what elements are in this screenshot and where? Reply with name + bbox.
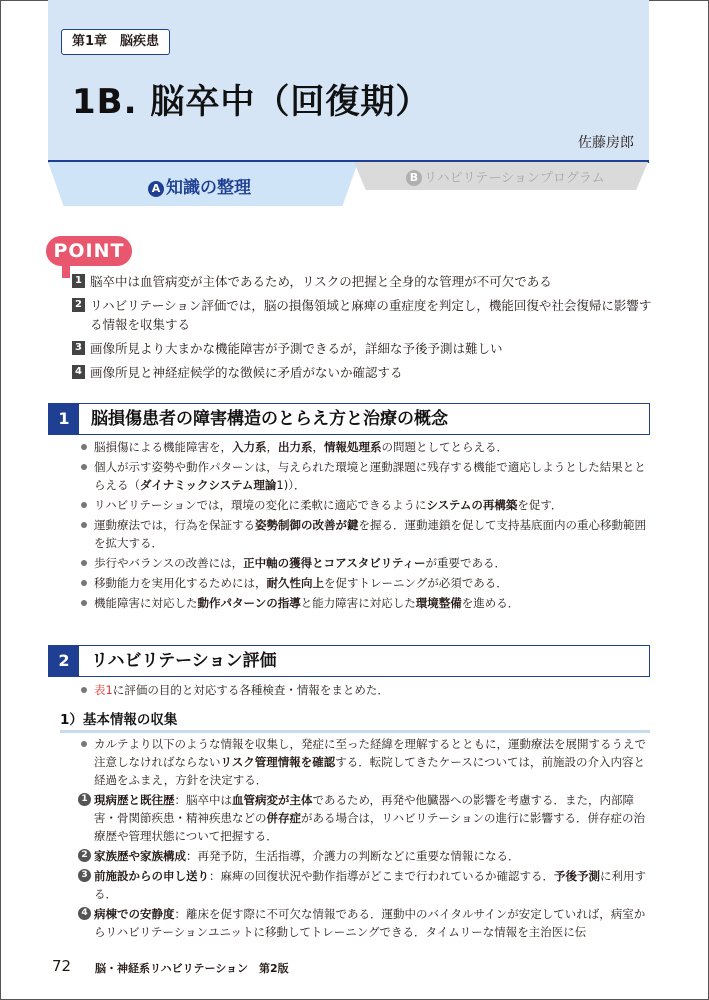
tab-a-marker: A bbox=[148, 181, 164, 197]
section-2-content bbox=[80, 735, 652, 943]
point-list bbox=[72, 272, 652, 387]
subsection-header bbox=[60, 710, 650, 733]
page-number: 72 bbox=[52, 957, 72, 975]
section-2-intro bbox=[80, 681, 652, 701]
list-item: 表1に評価の目的と対応する各種検査・情報をまとめた． bbox=[80, 681, 652, 699]
tab-knowledge-label: A 知識の整理 bbox=[148, 173, 251, 198]
page-title: 1B. 脳卒中（回復期） bbox=[72, 82, 431, 122]
point-badge-stem bbox=[62, 264, 70, 278]
book-title: 脳・神経系リハビリテーション 第2版 bbox=[95, 962, 289, 975]
point-item: 4 画像所見と神経症候学的な徴候に矛盾がないか確認する bbox=[72, 363, 652, 382]
list-item: 移動能力を実用化するためには，耐久性向上を促すトレーニングが必須である． bbox=[80, 574, 652, 592]
numbered-item: 3 前施設からの申し送り：麻痺の回復状況や動作指導がどこまで行われているか確認する．予後予測に利用する． bbox=[80, 867, 652, 903]
list-item: リハビリテーションでは，環境の変化に柔軟に適応できるようにシステムの再構築を促す． bbox=[80, 496, 652, 514]
section-1-number: 1 bbox=[49, 404, 79, 434]
list-item: 脳損傷による機能障害を，入力系，出力系，情報処理系の問題としてとらえる． bbox=[80, 438, 652, 456]
list-item: 機能障害に対応した動作パターンの指導と能力障害に対応した環境整備を進める． bbox=[80, 594, 652, 612]
list-item: 個人が示す姿勢や動作パターンは，与えられた環境と運動課題に残存する機能で適応しようとした結果ととらえる（ダイナミックシステム理論1)）． bbox=[80, 458, 652, 494]
section-2-header bbox=[48, 645, 650, 677]
list-item: カルテより以下のような情報を収集し，発症に至った経緯を理解するとともに，運動療法を展開するうえで注意しなければならないリスク管理情報を確認する．転院してきたケースについては，前施設の介入内容と経過をふまえ，方針を決定する． bbox=[80, 735, 652, 789]
numbered-item: 4 病棟での安静度：離床を促す際に不可欠な情報である．運動中のバイタルサインが安定していれば，病室からリハビリテーションユニットに移動してトレーニングできる．タイムリーな情報を主治医に伝 bbox=[80, 905, 652, 941]
numbered-item: 2 家族歴や家族構成：再発予防，生活指導，介護力の判断などに重要な情報になる． bbox=[80, 847, 652, 865]
section-2-number: 2 bbox=[49, 646, 79, 676]
numbered-item: 1 現病歴と既往歴：脳卒中は血管病変が主体であるため，再発や他臓器への影響を考慮する．また，内部障害・骨関節疾患・精神疾患などの併存症がある場合は，リハビリテーションの進行に影響する．併存症の治療歴や管理状態について把握する． bbox=[80, 791, 652, 845]
tab-b-marker: B bbox=[406, 170, 422, 186]
point-badge: POINT bbox=[46, 236, 132, 266]
section-1-title: 脳損傷患者の障害構造のとらえ方と治療の概念 bbox=[91, 409, 448, 429]
author-name: 佐藤房郎 bbox=[578, 135, 634, 151]
list-item: 歩行やバランスの改善には，正中軸の獲得とコアスタビリティーが重要である． bbox=[80, 554, 652, 572]
point-item: 1 脳卒中は血管病変が主体であるため，リスクの把握と全身的な管理が不可欠である bbox=[72, 272, 652, 291]
tab-rehab-program-label: B リハビリテーションプログラム bbox=[406, 167, 605, 186]
point-item: 2 リハビリテーション評価では，脳の損傷領域と麻痺の重症度を判定し，機能回復や社会復帰に影響する情報を収集する bbox=[72, 296, 652, 334]
section-1-header bbox=[48, 403, 650, 435]
point-item: 3 画像所見より大まかな機能障害が予測できるが，詳細な予後予測は難しい bbox=[72, 339, 652, 358]
list-item: 運動療法では，行為を保証する姿勢制御の改善が鍵を握る．運動連鎖を促して支持基底面内の重心移動範囲を拡大する． bbox=[80, 516, 652, 552]
subsection-title: 1）基本情報の収集 bbox=[60, 712, 178, 728]
table-reference-link[interactable]: 表1 bbox=[94, 683, 113, 697]
section-2-title: リハビリテーション評価 bbox=[91, 651, 277, 671]
section-1-bullets bbox=[80, 438, 652, 614]
chapter-label: 第1章 脳疾患 bbox=[61, 29, 170, 55]
